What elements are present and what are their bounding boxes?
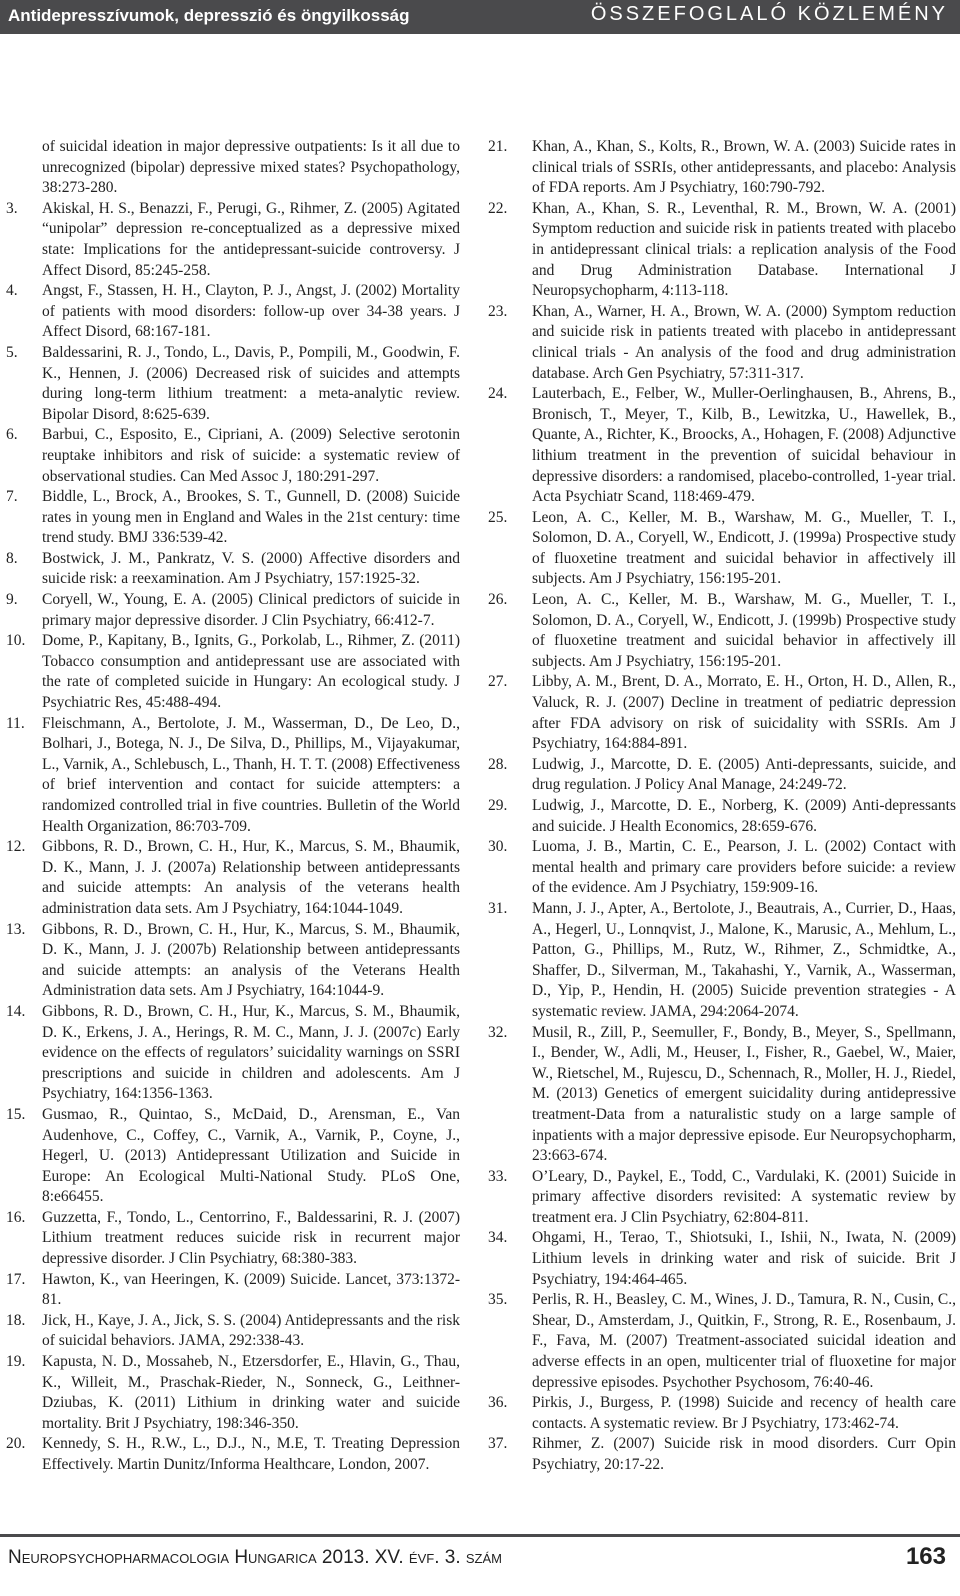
- reference-text: Gibbons, R. D., Brown, C. H., Hur, K., Marcus, S. M., Bhaumik, D. K., Mann, J. J. (2007b) Relationship between antidepressants and suicide attempts: an analysis of the Veterans Health Administration data sets. Am J Psychiatry, 164:1044-9.: [42, 920, 460, 1000]
- reference-text: Rihmer, Z. (2007) Suicide risk in mood disorders. Curr Opin Psychiatry, 20:17-22.: [532, 1435, 956, 1473]
- reference-text: Khan, A., Khan, S. R., Leventhal, R. M., Brown, W. A. (2001) Symptom reduction and suicide risk in patients treated with placebo in antidepressant clinical trials: a replication analysis of the Food and Drug Administration Database. International J Neuropsychopharm, 4:113-118.: [532, 199, 956, 300]
- reference-text: Akiskal, H. S., Benazzi, F., Perugi, G., Rihmer, Z. (2005) Agitated “unipolar” depression re-conceptualized as a depressive mixed state: Implications for the antidepressant-suicide controversy. J Affect Disord, 85:245-258.: [42, 199, 460, 279]
- reference-number: 8.: [6, 549, 18, 567]
- reference-number: 37.: [488, 1435, 508, 1453]
- reference-item: [488, 590, 956, 672]
- reference-text: Baldessarini, R. J., Tondo, L., Davis, P., Pompili, M., Goodwin, F. K., Hennen, J. (2006) Decreased risk of suicides and attempts during long-term lithium treatment: a meta-analytic review. Bipolar Disord, 8:625-639.: [42, 343, 460, 423]
- reference-column-left: [0, 137, 460, 1476]
- header-section-label: ÖSSZEFOGLALÓ KÖZLEMÉNY: [590, 3, 948, 25]
- reference-number: 26.: [488, 591, 508, 609]
- page-number: 163: [905, 1543, 946, 1570]
- reference-text: Ohgami, H., Terao, T., Shiotsuki, I., Ishii, N., Iwata, N. (2009) Lithium levels in drinking water and risk of suicide. Brit J Psychiatry, 194:464-465.: [532, 1229, 956, 1288]
- reference-column-right: [488, 137, 956, 1476]
- reference-number: 13.: [6, 920, 26, 938]
- header-article-title: Antidepresszívumok, depresszió és öngyilkosság: [8, 6, 410, 25]
- reference-text: of suicidal ideation in major depressive outpatients: Is it all due to unrecognized (bipolar) depressive mixed states? Psychopathology, 38:273-280.: [42, 138, 460, 197]
- reference-number: 24.: [488, 385, 508, 403]
- reference-number: 30.: [488, 838, 508, 856]
- reference-number: 33.: [488, 1167, 508, 1185]
- reference-item: [0, 1434, 460, 1475]
- reference-text: Khan, A., Khan, S., Kolts, R., Brown, W. A. (2003) Suicide rates in clinical trials of SSRIs, other antidepressants, and placebo: Analysis of FDA reports. Am J Psychiatry, 160:790-792.: [532, 138, 956, 197]
- reference-item: [488, 508, 956, 590]
- reference-item: [488, 199, 956, 302]
- reference-item: [0, 1270, 460, 1311]
- reference-item: [488, 837, 956, 899]
- reference-number: 12.: [6, 838, 26, 856]
- reference-text: Guzzetta, F., Tondo, L., Centorrino, F., Baldessarini, R. J. (2007) Lithium treatment reduces suicide risk in recurrent major depressive disorder. J Clin Psychiatry, 68:380-383.: [42, 1208, 460, 1268]
- reference-item: [0, 281, 460, 343]
- reference-number: 14.: [6, 1002, 26, 1020]
- reference-item: [0, 549, 460, 590]
- reference-item: [0, 631, 460, 713]
- reference-number: 19.: [6, 1353, 26, 1371]
- reference-text: Biddle, L., Brock, A., Brookes, S. T., Gunnell, D. (2008) Suicide rates in young men in England and Wales in the 21st century: time trend study. BMJ 336:539-42.: [42, 488, 460, 547]
- reference-item: [488, 1167, 956, 1229]
- reference-text: O’Leary, D., Paykel, E., Todd, C., Vardulaki, K. (2001) Suicide in primary affective disorders revisited: A systematic review by treatment era. J Clin Psychiatry, 62:804-811.: [532, 1167, 956, 1226]
- reference-item: [488, 1290, 956, 1393]
- reference-text: Barbui, C., Esposito, E., Cipriani, A. (2009) Selective serotonin reuptake inhibitors and risk of suicide: a systematic review of observational studies. Can Med Assoc J, 180:291-297.: [42, 426, 460, 485]
- reference-text: Hawton, K., van Heeringen, K. (2009) Suicide. Lancet, 373:1372-81.: [42, 1270, 460, 1309]
- footer-journal-name: Neuropsychopharmacologia Hungarica 2013. XV. évf. 3. szám: [8, 1547, 502, 1568]
- reference-text: Pirkis, J., Burgess, P. (1998) Suicide and recency of health care contacts. A systematic review. Br J Psychiatry, 173:462-74.: [532, 1394, 956, 1432]
- reference-item: [0, 425, 460, 487]
- reference-number: 5.: [6, 343, 18, 361]
- reference-text: Perlis, R. H., Beasley, C. M., Wines, J. D., Tamura, R. N., Cusin, C., Shear, D., Amsterdam, J., Quitkin, F., Strong, R. E., Rosenbaum, J. F., Fava, M. (2007) Treatment-associated suicidal ideation and adverse effects in an open, multicenter trial of fluoxetine for major depressive episodes. Psychother Psychosom, 76:40-46.: [532, 1291, 956, 1391]
- reference-continuation: [0, 137, 460, 199]
- reference-text: Mann, J. J., Apter, A., Bertolote, J., Beautrais, A., Currier, D., Haas, A., Hegerl, U., Lonnqvist, J., Malone, K., Marusic, A., Mehlum, L., Patton, G., Phillips, M., Rutz, W., Rihmer, Z., Schmidtke, A., Shaffer, D., Silverman, M., Takahashi, Y., Varnik, A., Wasserman, D., Yip, P., Hendin, H. (2005) Suicide prevention strategies - A systematic review. JAMA, 294:2064-2074.: [532, 899, 956, 1020]
- reference-item: [488, 302, 956, 384]
- running-header: [0, 0, 960, 34]
- reference-number: 25.: [488, 508, 508, 526]
- reference-number: 36.: [488, 1394, 508, 1412]
- reference-item: [488, 672, 956, 754]
- reference-text: Jick, H., Kaye, J. A., Jick, S. S. (2004) Antidepressants and the risk of suicidal behaviors. JAMA, 292:338-43.: [42, 1311, 460, 1350]
- reference-number: 23.: [488, 302, 508, 320]
- reference-number: 20.: [6, 1435, 26, 1453]
- reference-number: 6.: [6, 426, 18, 444]
- reference-text: Kapusta, N. D., Mossaheb, N., Etzersdorfer, E., Hlavin, G., Thau, K., Willeit, M., Praschak-Rieder, N., Sonneck, G., Leithner-Dziubas, K. (2011) Lithium in drinking water and suicide mortality. Brit J Psychiatry, 198:346-350.: [42, 1353, 460, 1432]
- reference-item: [0, 343, 460, 425]
- reference-item: [0, 1105, 460, 1208]
- reference-text: Fleischmann, A., Bertolote, J. M., Wasserman, D., De Leo, D., Bolhari, J., Botega, N. J., De Silva, D., Phillips, M., Vijayakumar, L., Varnik, A., Schlebusch, L., Thanh, H. T. T. (2008) Effectiveness of brief intervention and contact for suicide attempters: a randomized controlled trial in five countries. Bulletin of the World Health Organization, 86:703-709.: [42, 714, 460, 835]
- reference-number: 35.: [488, 1291, 508, 1309]
- reference-list-left: [0, 199, 460, 1476]
- reference-number: 11.: [6, 714, 25, 732]
- reference-text: Libby, A. M., Brent, D. A., Morrato, E. H., Orton, H. D., Allen, R., Valuck, R. J. (2007) Decline in treatment of pediatric depression after FDA advisory on risk of suicidality with SSRIs. Am J Psychiatry, 164:884-891.: [532, 673, 956, 753]
- reference-item: [488, 899, 956, 1023]
- reference-number: 7.: [6, 488, 18, 506]
- reference-text: Bostwick, J. M., Pankratz, V. S. (2000) Affective disorders and suicide risk: a reexamination. Am J Psychiatry, 157:1925-32.: [42, 549, 460, 588]
- reference-item: [0, 1208, 460, 1270]
- reference-item: [488, 384, 956, 508]
- reference-number: 18.: [6, 1311, 26, 1329]
- running-footer: [0, 1537, 960, 1596]
- reference-item: [0, 199, 460, 281]
- reference-number: 15.: [6, 1105, 26, 1123]
- reference-text: Gibbons, R. D., Brown, C. H., Hur, K., Marcus, S. M., Bhaumik, D. K., Mann, J. J. (2007a) Relationship between antidepressants and suicide attempts: An analysis of the veterans health administration data sets. Am J Psychiatry, 164:1044-1049.: [42, 838, 460, 917]
- reference-number: 17.: [6, 1270, 26, 1288]
- reference-number: 22.: [488, 199, 508, 217]
- reference-item: [488, 1023, 956, 1167]
- reference-item: [488, 1393, 956, 1434]
- reference-text: Dome, P., Kapitany, B., Ignits, G., Porkolab, L., Rihmer, Z. (2011) Tobacco consumption and antidepressant use are associated with the rate of completed suicide in Hungary: An ecological study. J Psychiatric Res, 45:488-494.: [42, 632, 460, 712]
- reference-number: 10.: [6, 632, 26, 650]
- reference-text: Khan, A., Warner, H. A., Brown, W. A. (2000) Symptom reduction and suicide risk in patients treated with placebo in antidepressant clinical trials - An analysis of the food and drug administration database. Arch Gen Psychiatry, 57:311-317.: [532, 302, 956, 382]
- reference-text: Kennedy, S. H., R.W., L., D.J., N., M.E, T. Treating Depression Effectively. Martin Dunitz/Informa Healthcare, London, 2007.: [42, 1435, 460, 1473]
- reference-number: 31.: [488, 899, 508, 917]
- reference-item: [488, 137, 956, 199]
- reference-item: [488, 755, 956, 796]
- reference-item: [0, 1311, 460, 1352]
- reference-text: Gusmao, R., Quintao, S., McDaid, D., Arensman, E., Van Audenhove, C., Coffey, C., Varnik, A., Varnik, P., Coyne, J., Hegerl, U. (2013) Antidepressant Utilization and Suicide in Europe: An Ecological Multi-National Study. PLoS One, 8:e66455.: [42, 1105, 460, 1206]
- reference-item: [0, 487, 460, 549]
- reference-number: 3.: [6, 199, 18, 217]
- reference-item: [0, 714, 460, 838]
- reference-number: 27.: [488, 673, 508, 691]
- reference-text: Angst, F., Stassen, H. H., Clayton, P. J., Angst, J. (2002) Mortality of patients with mood disorders: follow-up over 34-38 years. J Affect Disord, 68:167-181.: [42, 282, 460, 341]
- reference-number: 16.: [6, 1208, 26, 1226]
- reference-number: 34.: [488, 1229, 508, 1247]
- reference-number: 9.: [6, 591, 18, 609]
- reference-text: Lauterbach, E., Felber, W., Muller-Oerlinghausen, B., Ahrens, B., Bronisch, T., Meyer, T., Kilb, B., Lewitzka, U., Hawellek, B., Quante, A., Richter, K., Broocks, A., Hohagen, F. (2008) Adjunctive lithium treatment in the prevention of suicidal behaviour in depressive disorders: a randomised, placebo-controlled, 1-year trial. Acta Psychiatr Scand, 118:469-479.: [532, 385, 956, 506]
- reference-text: Coryell, W., Young, E. A. (2005) Clinical predictors of suicide in primary major depressive disorder. J Clin Psychiatry, 66:412-7.: [42, 591, 460, 629]
- reference-number: 4.: [6, 282, 18, 300]
- reference-number: 21.: [488, 138, 508, 155]
- reference-text: Leon, A. C., Keller, M. B., Warshaw, M. G., Mueller, T. I., Solomon, D. A., Coryell, W., Endicott, J. (1999a) Prospective study of fluoxetine treatment and suicidal behavior in affectively ill subjects. Am J Psychiatry, 156:195-201.: [532, 508, 956, 588]
- reference-text: Ludwig, J., Marcotte, D. E. (2005) Anti-depressants, suicide, and drug regulation. J Policy Anal Manage, 24:249-72.: [532, 755, 956, 794]
- reference-text: Leon, A. C., Keller, M. B., Warshaw, M. G., Mueller, T. I., Solomon, D. A., Coryell, W., Endicott, J. (1999b) Prospective study of fluoxetine treatment and suicidal behavior in affectively ill subjects. Am J Psychiatry, 156:195-201.: [532, 591, 956, 670]
- reference-item: [488, 1434, 956, 1475]
- reference-text: Gibbons, R. D., Brown, C. H., Hur, K., Marcus, S. M., Bhaumik, D. K., Erkens, J. A., Herings, R. M. C., Mann, J. J. (2007c) Early evidence on the effects of regulators’ suicidality warnings on SSRI prescriptions and suicide in children and adolescents. Am J Psychiatry, 164:1356-1363.: [42, 1002, 460, 1103]
- reference-item: [488, 796, 956, 837]
- reference-item: [488, 1228, 956, 1290]
- reference-text: Luoma, J. B., Martin, C. E., Pearson, J. L. (2002) Contact with mental health and primary care providers before suicide: a review of the evidence. Am J Psychiatry, 159:909-16.: [532, 838, 956, 897]
- reference-item: [0, 1352, 460, 1434]
- reference-number: 29.: [488, 797, 508, 814]
- reference-item: [0, 590, 460, 631]
- reference-number: 32.: [488, 1023, 508, 1041]
- reference-list-right: [488, 137, 956, 1476]
- reference-item: [0, 837, 460, 919]
- reference-item: [0, 920, 460, 1002]
- reference-item: [0, 1002, 460, 1105]
- reference-number: 28.: [488, 755, 508, 773]
- reference-text: Musil, R., Zill, P., Seemuller, F., Bondy, B., Meyer, S., Spellmann, I., Bender, W., Adli, M., Heuser, I., Fisher, R., Gaebel, W., Maier, W., Rietschel, M., Rujescu, D., Schennach, R., Moller, H. J., Riedel, M. (2013) Genetics of emergent suicidality during antidepressive treatment-Data from a naturalistic study on a large sample of inpatients with a major depressive episode. Eur Neuropsychopharm, 23:663-674.: [532, 1023, 956, 1165]
- reference-text: Ludwig, J., Marcotte, D. E., Norberg, K. (2009) Anti-depressants and suicide. J Health Economics, 28:659-676.: [532, 797, 956, 835]
